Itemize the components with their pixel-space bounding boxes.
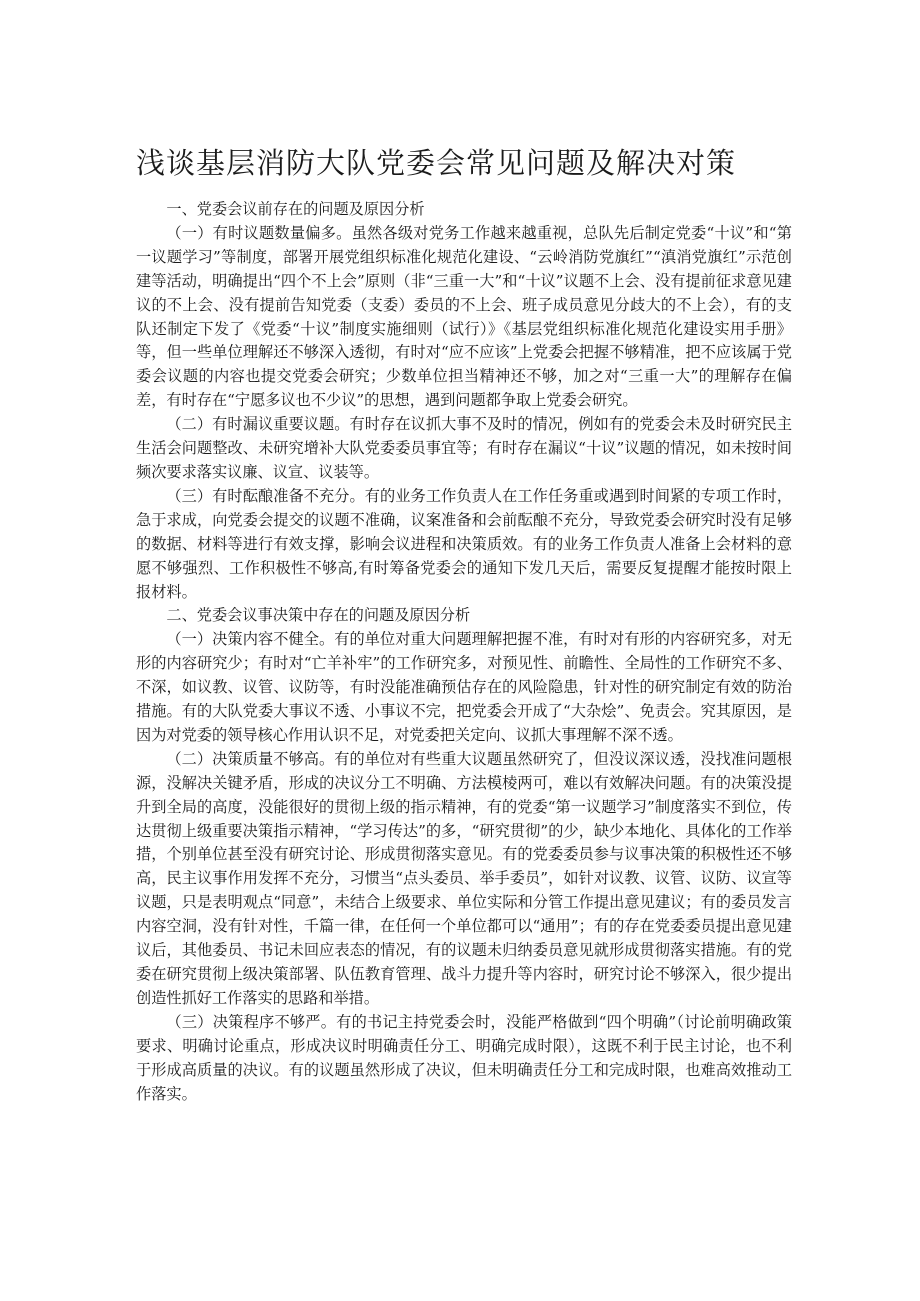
paragraph: （二）决策质量不够高。有的单位对有些重大议题虽然研究了，但没议深议透，没找准问题根源，没解决关键矛盾，形成的决议分工不明确、方法模棱两可，难以有效解决问题。有的决策没提升到全局的高度，没能很好的贯彻上级的指示精神，有的党委“第一议题学习”制度落实不到位，传达贯彻上级重要决策指示精神，“学习传达”的多，“研究贯彻”的少，缺少本地化、具体化的工作举措，个别单位甚至没有研究讨论、形成贯彻落实意见。有的党委委员参与议事决策的积极性还不够高，民主议事作用发挥不充分，习惯当“点头委员、举手委员”，如针对议教、议管、议防、议宣等议题，只是表明观点“同意”，未结合上级要求、单位实际和分管工作提出意见建议；有的委员发言内容空洞，没有针对性，千篇一律，在任何一个单位都可以“通用”；有的存在党委委员提出意见建议后，其他委员、书记未回应表态的情况，有的议题未归纳委员意见就形成贯彻落实措施。有的党委在研究贯彻上级决策部署、队伍教育管理、战斗力提升等内容时，研究讨论不够深入，很少提出创造性抓好工作落实的思路和举措。 [136, 749, 792, 1007]
paragraph: （一）有时议题数量偏多。虽然各级对党务工作越来越重视，总队先后制定党委“十议”和“第一议题学习”等制度，部署开展党组织标准化规范化建设、“云岭消防党旗红”“滇消党旗红”示范创建等活动，明确提出“四个不上会”原则（非“三重一大”和“十议”议题不上会、没有提前征求意见建议的不上会、没有提前告知党委（支委）委员的不上会、班子成员意见分歧大的不上会），有的支队还制定下发了《党委“十议”制度实施细则（试行）》《基层党组织标准化规范化建设实用手册》等，但一些单位理解还不够深入透彻，有时对“应不应该”上党委会把握不够精准，把不应该属于党委会议题的内容也提交党委会研究；少数单位担当精神还不够，加之对“三重一大”的理解存在偏差，有时存在“宁愿多议也不少议”的思想，遇到问题都争取上党委会研究。 [136, 223, 792, 410]
section-heading-2: 二、党委会议事决策中存在的问题及原因分析 [166, 606, 471, 625]
document-title: 浅谈基层消防大队党委会常见问题及解决对策 [136, 146, 737, 180]
paragraph: （三）决策程序不够严。有的书记主持党委会时，没能严格做到“四个明确”（讨论前明确政策要求、明确讨论重点，形成决议时明确责任分工、明确完成时限），这既不利于民主讨论，也不利于形成高质量的决议。有的议题虽然形成了决议，但未明确责任分工和完成时限，也难高效推动工作落实。 [136, 1012, 792, 1103]
document-body [136, 198, 792, 1106]
paragraph: （二）有时漏议重要议题。有时存在议抓大事不及时的情况，例如有的党委会未及时研究民主生活会问题整改、未研究增补大队党委委员事宜等；有时存在漏议“十议”议题的情况，如未按时间频次要求落实议廉、议宣、议装等。 [136, 415, 792, 481]
paragraph: （三）有时酝酿准备不充分。有的业务工作负责人在工作任务重或遇到时间紧的专项工作时，急于求成，向党委会提交的议题不准确，议案准备和会前酝酿不充分，导致党委会研究时没有足够的数据、材料等进行有效支撑，影响会议进程和决策质效。有的业务工作负责人准备上会材料的意愿不够强烈、工作积极性不够高,有时筹备党委会的通知下发几天后，需要反复提醒才能按时限上报材料。 [136, 486, 792, 601]
paragraph: （一）决策内容不健全。有的单位对重大问题理解把握不准，有时对有形的内容研究多，对无形的内容研究少；有时对“亡羊补牢”的工作研究多，对预见性、前瞻性、全局性的工作研究不多、不深，如议教、议管、议防等，有时没能准确预估存在的风险隐患，针对性的研究制定有效的防治措施。有的大队党委大事议不透、小事议不完，把党委会开成了“大杂烩”、免责会。究其原因，是因为对党委的领导核心作用认识不足，对党委把关定向、议抓大事理解不深不透。 [136, 630, 792, 744]
section-heading-1: 一、党委会议前存在的问题及原因分析 [166, 200, 425, 218]
